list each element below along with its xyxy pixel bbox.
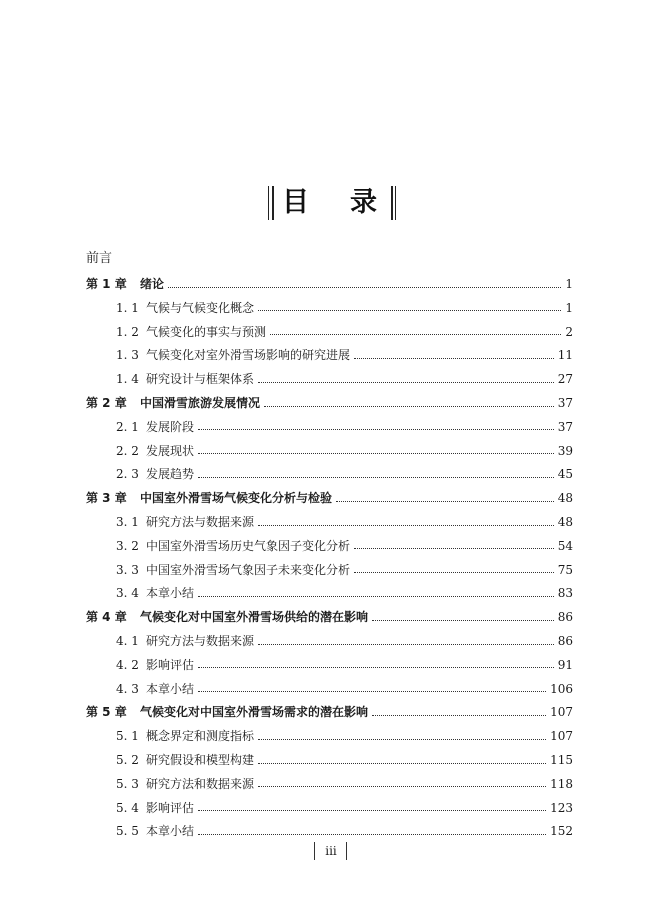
- toc-entry-number: 4. 1: [116, 634, 139, 648]
- toc-dot-leader: [354, 536, 554, 549]
- toc-entry-number: 2. 1: [116, 419, 139, 434]
- toc-entry-number: 5. 4: [116, 800, 139, 815]
- toc-dot-leader: [198, 584, 554, 597]
- toc-section-entry[interactable]: [116, 298, 573, 318]
- toc-entry-number: 2. 3: [116, 467, 139, 482]
- toc-entry-page: 86: [557, 610, 573, 625]
- toc-entry-number: 1. 4: [116, 372, 139, 387]
- toc-entry-label: 中国室外滑雪场气候变化分析与检验: [140, 491, 333, 506]
- toc-entry-number: 4. 3: [116, 681, 139, 696]
- toc-chapter-entry[interactable]: [86, 393, 573, 413]
- toc-section-entry[interactable]: [116, 583, 573, 603]
- toc-entry-number: 1. 2: [116, 324, 139, 339]
- toc-section-entry[interactable]: [116, 679, 573, 699]
- toc-entry-page: 37: [557, 396, 573, 410]
- toc-entry-number: 第 3 章: [86, 491, 127, 506]
- toc-entry-number: 第 5 章: [86, 705, 127, 720]
- toc-section-entry[interactable]: [116, 726, 573, 746]
- toc-preface-entry[interactable]: 前言: [86, 251, 113, 266]
- toc-section-entry[interactable]: [116, 345, 573, 365]
- toc-entry-label: 研究假设和模型构建: [146, 753, 255, 767]
- toc-dot-leader: [354, 560, 554, 573]
- toc-entry-page: 107: [550, 705, 573, 720]
- toc-entry-label: 本章小结: [146, 681, 195, 696]
- toc-entry-page: 39: [557, 443, 573, 458]
- toc-entry-page: 83: [557, 586, 573, 601]
- toc-entry-page: 54: [557, 538, 573, 553]
- toc-entry-page: 1: [565, 300, 573, 315]
- toc-entry-number: 2. 2: [116, 443, 139, 458]
- toc-entry-number: 4. 2: [116, 657, 139, 672]
- toc-chapter-entry[interactable]: [86, 607, 573, 627]
- toc-entry-page: 86: [557, 634, 573, 648]
- toc-dot-leader: [198, 441, 554, 454]
- toc-entry-label: 发展趋势: [146, 467, 195, 482]
- toc-entry-label: 概念界定和测度指标: [146, 729, 255, 744]
- toc-entry-number: 3. 1: [116, 515, 139, 529]
- page-footer: [0, 838, 660, 864]
- toc-dot-leader: [198, 465, 554, 478]
- title-char-2: 录: [350, 187, 377, 218]
- page-title: [0, 184, 660, 224]
- toc-dot-leader: [198, 655, 554, 668]
- toc-entry-page: 2: [565, 324, 573, 339]
- toc-entry-page: 115: [550, 753, 573, 767]
- toc-dot-leader: [258, 370, 554, 383]
- toc-section-entry[interactable]: [116, 441, 573, 461]
- toc-entry-number: 5. 3: [116, 776, 139, 791]
- toc-entry-page: 152: [550, 824, 573, 839]
- toc-entry-number: 1. 1: [116, 300, 139, 315]
- toc-entry-number: 3. 2: [116, 538, 139, 553]
- toc-section-entry[interactable]: [116, 464, 573, 484]
- toc-entry-number: 第 1 章: [86, 277, 127, 291]
- toc-section-entry[interactable]: [116, 322, 573, 342]
- toc-entry-page: 45: [557, 467, 573, 482]
- toc-entry-label: 气候变化的事实与预测: [146, 324, 267, 339]
- toc-entry-label: 研究方法和数据来源: [146, 776, 255, 791]
- toc-entry-page: 1: [565, 277, 573, 291]
- toc-entry-label: 中国室外滑雪场气象因子未来变化分析: [146, 562, 351, 577]
- toc-entry-label: 绪论: [140, 277, 165, 291]
- toc-entry-label: 影响评估: [146, 657, 195, 672]
- toc-entry-number: 第 2 章: [86, 396, 127, 410]
- toc-dot-leader: [168, 275, 561, 288]
- toc-dot-leader: [372, 703, 546, 716]
- toc-entry-label: 气候变化对室外滑雪场影响的研究进展: [146, 348, 351, 363]
- toc-entry-label: 气候与气候变化概念: [146, 300, 255, 315]
- toc-entry-page: 27: [557, 372, 573, 387]
- toc-section-entry[interactable]: [116, 560, 573, 580]
- toc-entry-number: 5. 2: [116, 753, 139, 767]
- toc-section-entry[interactable]: [116, 655, 573, 675]
- toc-dot-leader: [336, 489, 554, 502]
- toc-entry-page: 75: [557, 562, 573, 577]
- toc-chapter-entry[interactable]: [86, 488, 573, 508]
- toc-dot-leader: [198, 417, 554, 430]
- toc-dot-leader: [198, 798, 546, 811]
- toc-entry-page: 91: [557, 657, 573, 672]
- toc-dot-leader: [372, 608, 554, 621]
- toc-entry-label: 发展阶段: [146, 419, 195, 434]
- toc-entry-number: 1. 3: [116, 348, 139, 363]
- toc-entry-page: 123: [550, 800, 573, 815]
- title-rule-left-inner: [272, 186, 274, 220]
- toc-chapter-entry[interactable]: [86, 702, 573, 722]
- title-rule-left-outer: [268, 186, 269, 220]
- toc-entry-number: 3. 3: [116, 562, 139, 577]
- toc-section-entry[interactable]: [116, 369, 573, 389]
- toc-entry-label: 影响评估: [146, 800, 195, 815]
- toc-entry-page: 48: [557, 491, 573, 506]
- toc-entry-label: 研究方法与数据来源: [146, 634, 255, 648]
- toc-section-entry[interactable]: [116, 774, 573, 794]
- toc-entry-page: 106: [550, 681, 573, 696]
- toc-dot-leader: [198, 822, 546, 835]
- toc-entry-label: 气候变化对中国室外滑雪场供给的潜在影响: [140, 610, 369, 625]
- toc-entry-label: 研究设计与框架体系: [146, 372, 255, 387]
- toc-dot-leader: [258, 774, 546, 787]
- toc-entry-label: 发展现状: [146, 443, 195, 458]
- title-char-1: 目: [282, 187, 309, 218]
- page-number: iii: [325, 844, 337, 858]
- toc-entry-label: 本章小结: [146, 824, 195, 839]
- title-rule-right-outer: [395, 186, 396, 220]
- toc-dot-leader: [270, 322, 561, 335]
- toc-entry-page: 48: [557, 515, 573, 529]
- toc-section-entry[interactable]: [116, 798, 573, 818]
- toc-dot-leader: [198, 679, 546, 692]
- toc-entry-label: 中国室外滑雪场历史气象因子变化分析: [146, 538, 351, 553]
- toc-dot-leader: [258, 727, 546, 740]
- toc-dot-leader: [258, 632, 554, 645]
- toc-entry-label: 中国滑雪旅游发展情况: [140, 396, 261, 410]
- footer-rule-right: [346, 842, 347, 860]
- toc-entry-page: 118: [550, 776, 573, 791]
- toc-section-entry[interactable]: [116, 750, 573, 770]
- toc-dot-leader: [258, 298, 561, 311]
- toc-entry-label: 研究方法与数据来源: [146, 515, 255, 529]
- toc-entry-number: 5. 5: [116, 824, 139, 839]
- toc-entry-number: 第 4 章: [86, 610, 127, 625]
- toc-dot-leader: [354, 346, 554, 359]
- footer-rule-left: [314, 842, 315, 860]
- toc-dot-leader: [258, 513, 554, 526]
- toc-dot-leader: [264, 394, 554, 407]
- toc-chapter-entry[interactable]: [86, 274, 573, 294]
- toc-section-entry[interactable]: [116, 536, 573, 556]
- toc-entry-page: 107: [550, 729, 573, 744]
- toc-entry-page: 11: [557, 348, 573, 363]
- toc-entry-page: 37: [557, 419, 573, 434]
- toc-dot-leader: [258, 751, 546, 764]
- toc-section-entry[interactable]: [116, 417, 573, 437]
- title-rule-right-inner: [391, 186, 393, 220]
- toc-entry-label: 气候变化对中国室外滑雪场需求的潜在影响: [140, 705, 369, 720]
- toc-section-entry[interactable]: [116, 512, 573, 532]
- toc-entry-label: 本章小结: [146, 586, 195, 601]
- toc-entry-number: 5. 1: [116, 729, 139, 744]
- toc-entry-number: 3. 4: [116, 586, 139, 601]
- toc-section-entry[interactable]: [116, 631, 573, 651]
